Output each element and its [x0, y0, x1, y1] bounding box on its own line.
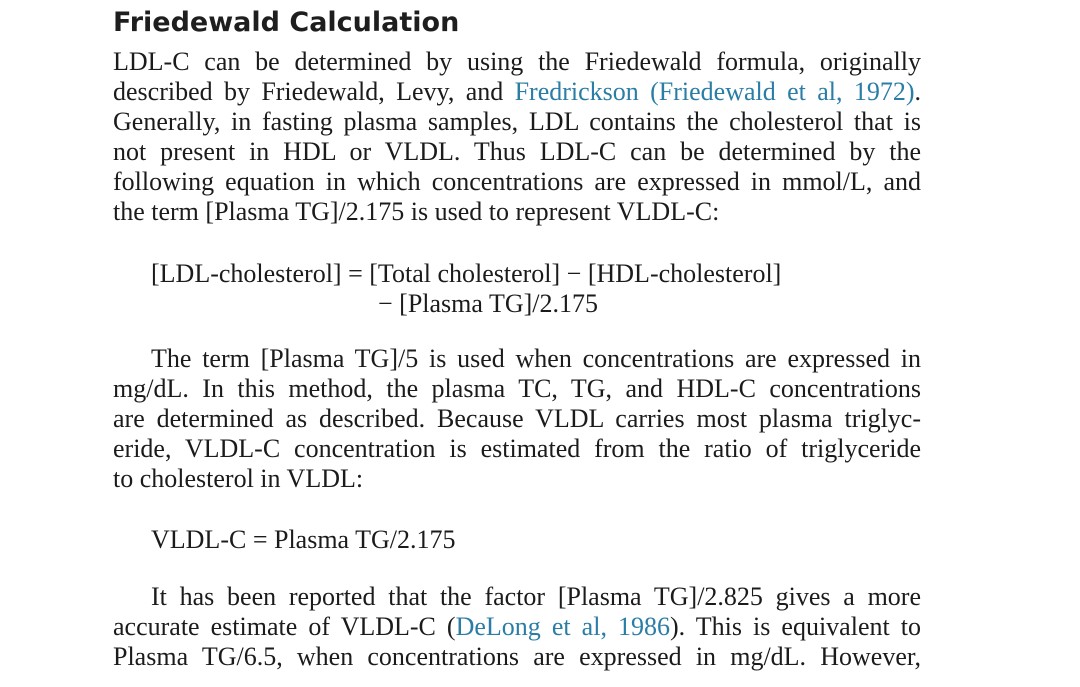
- text-line: [113, 612, 921, 642]
- text-line: to cholesterol in VLDL:: [113, 464, 364, 493]
- paragraph-delong-factor: [113, 582, 921, 672]
- text-segment: .: [914, 77, 921, 106]
- text-segment: accurate estimate of VLDL-C (: [113, 612, 456, 641]
- text-line: It has been reported that the factor [Plasma TG]/2.825 gives a more: [151, 582, 921, 611]
- text-line: eride, VLDL-C concentration is estimated from the ratio of triglyceride: [113, 434, 921, 463]
- citation-link-fredrickson[interactable]: Fredrickson (Friedewald et al, 1972): [514, 77, 915, 106]
- text-segment: described by Friedewald, Levy, and: [113, 77, 515, 106]
- text-line: The term [Plasma TG]/5 is used when concentrations are expressed in: [151, 344, 921, 373]
- ldl-equation-line-2: − [Plasma TG]/2.175: [378, 289, 598, 318]
- text-segment: ). This is equivalent to: [670, 612, 921, 641]
- text-line: [113, 77, 921, 107]
- section-heading: Friedewald Calculation: [113, 7, 460, 38]
- text-line: Generally, in fasting plasma samples, LDL contains the cholesterol that is: [113, 107, 921, 136]
- text-line: LDL-C can be determined by using the Friedewald formula, originally: [113, 47, 921, 76]
- vldl-equation: VLDL-C = Plasma TG/2.175: [151, 525, 456, 554]
- text-line: following equation in which concentrations are expressed in mmol/L, and: [113, 167, 921, 196]
- citation-link-delong[interactable]: DeLong et al, 1986: [455, 612, 670, 641]
- paragraph-vldl-method: [113, 344, 921, 494]
- text-line: not present in HDL or VLDL. Thus LDL-C can be determined by the: [113, 137, 921, 166]
- text-line: mg/dL. In this method, the plasma TC, TG, and HDL-C concentrations: [113, 374, 921, 403]
- text-line: the term [Plasma TG]/2.175 is used to represent VLDL-C:: [113, 197, 720, 226]
- ldl-equation-line-1: [LDL-cholesterol] = [Total cholesterol] − [HDL-cholesterol]: [151, 259, 782, 288]
- text-line: are determined as described. Because VLDL carries most plasma triglyc-: [113, 404, 921, 433]
- text-line: Plasma TG/6.5, when concentrations are expressed in mg/dL. However,: [113, 642, 921, 671]
- paragraph-friedewald-intro: [113, 47, 921, 227]
